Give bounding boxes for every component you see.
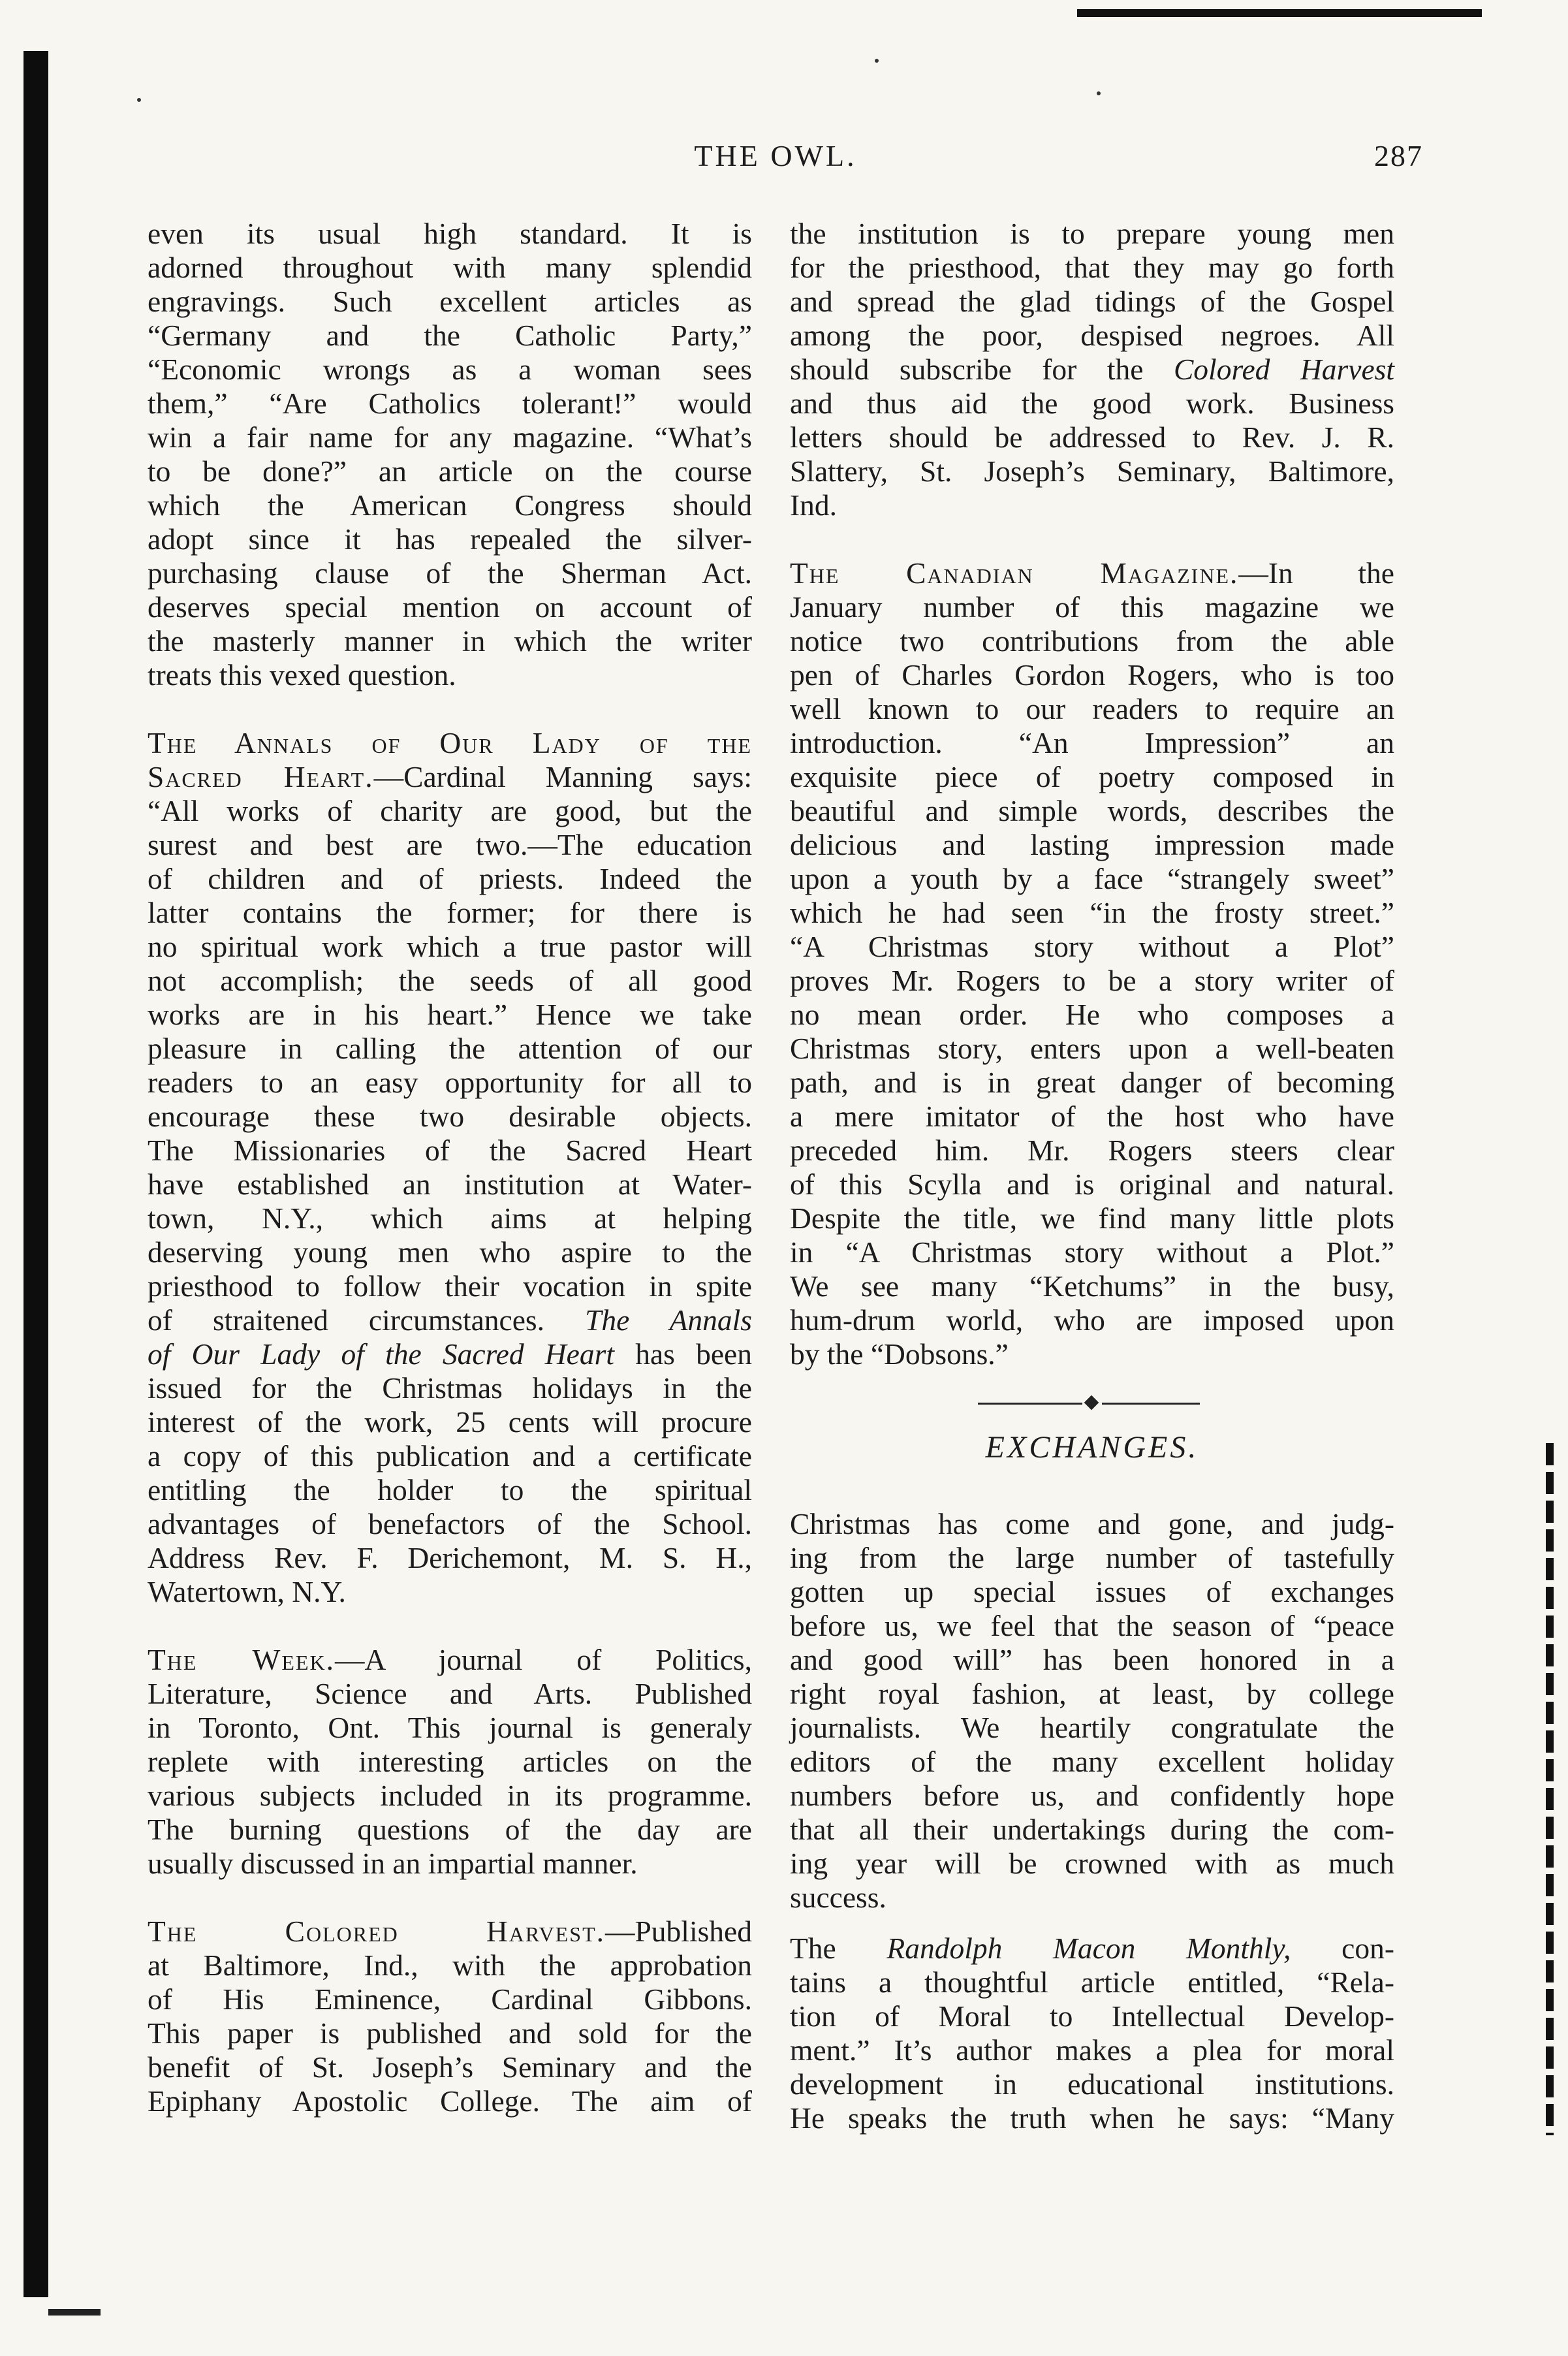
text-line: success. <box>790 1881 886 1914</box>
text-line: works are in his heart.” Hence we take <box>148 998 752 1031</box>
text-line: engravings. Such excellent articles as <box>148 285 752 318</box>
exchanges-heading: EXCHANGES. <box>985 1430 1199 1465</box>
scan-edge-left-bottom <box>48 2309 101 2316</box>
spacer <box>790 1915 1394 1932</box>
randolph-macon-paragraph <box>790 1932 1394 2135</box>
text-line: and thus aid the good work. Business <box>790 387 1394 420</box>
text-line: advantages of benefactors of the School. <box>148 1507 752 1540</box>
text-line: to be done?” an article on the course <box>148 454 752 488</box>
running-head <box>0 138 1568 184</box>
canadian-paragraph <box>790 556 1394 1371</box>
text-line: beautiful and simple words, describes the <box>790 794 1394 827</box>
spacer <box>790 1371 1394 1388</box>
left-column <box>148 217 752 2118</box>
text-line: and spread the glad tidings of the Gospel <box>790 285 1394 318</box>
text-line: various subjects included in its programme. <box>148 1779 752 1812</box>
text-line: Despite the title, we find many little plots <box>790 1202 1394 1235</box>
text-line: He speaks the truth when he says: “Many <box>790 2101 1394 2135</box>
publication-title: Randolph Macon Monthly, <box>886 1932 1291 1965</box>
spacer <box>790 1473 1394 1507</box>
text-line: benefit of St. Joseph’s Seminary and the <box>148 2050 752 2084</box>
spacer <box>148 692 752 726</box>
text-fragment: The <box>790 1932 836 1965</box>
text-line: priesthood to follow their vocation in spite <box>148 1269 752 1303</box>
text-line: well known to our readers to require an <box>790 692 1394 725</box>
page-title: THE OWL. <box>694 139 857 172</box>
scan-speck <box>137 98 141 102</box>
text-line: interest of the work, 25 cents will procure <box>148 1405 752 1439</box>
text-line: pleasure in calling the attention of our <box>148 1032 752 1065</box>
exchanges-paragraph <box>790 1507 1394 1915</box>
text-fragment: —In the <box>1238 556 1394 590</box>
text-line: Epiphany Apostolic College. The aim of <box>148 2084 752 2118</box>
text-line: ment.” It’s author makes a plea for moral <box>790 2033 1394 2067</box>
spacer <box>790 522 1394 556</box>
text-line: pen of Charles Gordon Rogers, who is too <box>790 658 1394 692</box>
text-line: January number of this magazine we <box>790 590 1394 624</box>
text-line: delicious and lasting impression made <box>790 828 1394 861</box>
text-line: adopt since it has repealed the silver- <box>148 522 752 556</box>
text-fragment: —Cardinal Manning says: <box>373 760 752 793</box>
text-line: entitling the holder to the spiritual <box>148 1473 752 1506</box>
text-line: no mean order. He who composes a <box>790 998 1394 1031</box>
text-line: which he had seen “in the frosty street.” <box>790 896 1394 929</box>
text-line: town, N.Y., which aims at helping <box>148 1202 752 1235</box>
text-line: Literature, Science and Arts. Published <box>148 1677 752 1710</box>
text-line: Christmas has come and gone, and judg- <box>790 1507 1394 1540</box>
text-line: path, and is in great danger of becoming <box>790 1066 1394 1099</box>
text-line: a copy of this publication and a certificate <box>148 1439 752 1472</box>
text-line: among the poor, despised negroes. All <box>790 319 1394 352</box>
text-line: a mere imitator of the host who have <box>790 1100 1394 1133</box>
text-line: letters should be addressed to Rev. J. R. <box>790 421 1394 454</box>
text-line: of this Scylla and is original and natural. <box>790 1168 1394 1201</box>
divider-rule <box>978 1403 1082 1405</box>
text-line: for the priesthood, that they may go forth <box>790 251 1394 284</box>
text-line: Watertown, N.Y. <box>148 1575 346 1608</box>
scan-edge-top <box>1077 9 1482 17</box>
scan-speck <box>875 59 879 63</box>
text-line: treats this vexed question. <box>148 658 456 692</box>
publication-title: of Our Lady of the Sacred Heart <box>148 1337 614 1371</box>
text-line: “A Christmas story without a Plot” <box>790 930 1394 963</box>
text-line: This paper is published and sold for the <box>148 2016 752 2050</box>
scan-speck <box>1097 91 1101 95</box>
text-line: by the “Dobsons.” <box>790 1337 1009 1371</box>
text-line: journalists. We heartily congratulate the <box>790 1711 1394 1744</box>
text-fragment: —Published <box>605 1915 752 1948</box>
text-line: editors of the many excellent holiday <box>790 1745 1394 1778</box>
text-line: introduction. “An Impression” an <box>790 726 1394 759</box>
text-line: tion of Moral to Intellectual Develop- <box>790 1999 1394 2033</box>
text-line: notice two contributions from the able <box>790 624 1394 658</box>
text-line: adorned throughout with many splendid <box>148 251 752 284</box>
text-line: not accomplish; the seeds of all good <box>148 964 752 997</box>
week-heading: The Week. <box>148 1643 335 1676</box>
text-line: “Germany and the Catholic Party,” <box>148 319 752 352</box>
text-line: of children and of priests. Indeed the <box>148 862 752 895</box>
text-line: Address Rev. F. Derichemont, M. S. H., <box>148 1541 752 1574</box>
annals-paragraph <box>148 726 752 1609</box>
text-line: and good will” has been honored in a <box>790 1643 1394 1676</box>
paragraph-continuation <box>148 217 752 692</box>
section-divider <box>790 1388 1394 1422</box>
text-line: win a fair name for any magazine. “What’s <box>148 421 752 454</box>
text-fragment: of straitened circumstances. <box>148 1303 545 1337</box>
text-line: replete with interesting articles on the <box>148 1745 752 1778</box>
text-line: numbers before us, and confidently hope <box>790 1779 1394 1812</box>
harvest-paragraph <box>148 1915 752 2118</box>
text-line: readers to an easy opportunity for all to <box>148 1066 752 1099</box>
text-line: the masterly manner in which the writer <box>148 624 752 658</box>
text-line: hum-drum world, who are imposed upon <box>790 1303 1394 1337</box>
divider-rule <box>1102 1403 1200 1405</box>
page-number: 287 <box>1374 139 1423 172</box>
spacer <box>148 1881 752 1915</box>
text-line: in “A Christmas story without a Plot.” <box>790 1235 1394 1269</box>
scan-edge-left <box>24 51 48 2297</box>
publication-title: The Annals <box>585 1303 752 1337</box>
text-line: deserves special mention on account of <box>148 590 752 624</box>
text-line: ing year will be crowned with as much <box>790 1847 1394 1880</box>
text-line: deserving young men who aspire to the <box>148 1235 752 1269</box>
text-line: purchasing clause of the Sherman Act. <box>148 556 752 590</box>
spacer <box>148 1609 752 1643</box>
text-line: The Missionaries of the Sacred Heart <box>148 1134 752 1167</box>
text-line: development in educational institutions. <box>790 2067 1394 2101</box>
text-line: proves Mr. Rogers to be a story writer of <box>790 964 1394 997</box>
text-line: ing from the large number of tastefully <box>790 1541 1394 1574</box>
text-line: even its usual high standard. It is <box>148 217 752 250</box>
text-line: latter contains the former; for there is <box>148 896 752 929</box>
text-line: right royal fashion, at least, by college <box>790 1677 1394 1710</box>
text-line: at Baltimore, Ind., with the approbation <box>148 1949 752 1982</box>
text-line: issued for the Christmas holidays in the <box>148 1371 752 1405</box>
text-fragment: has been <box>635 1337 753 1371</box>
text-line: the institution is to prepare young men <box>790 217 1394 250</box>
text-line: gotten up special issues of exchanges <box>790 1575 1394 1608</box>
text-line: no spiritual work which a true pastor will <box>148 930 752 963</box>
text-line: We see many “Ketchums” in the busy, <box>790 1269 1394 1303</box>
text-line: “All works of charity are good, but the <box>148 794 752 827</box>
text-line: encourage these two desirable objects. <box>148 1100 752 1133</box>
text-line: Ind. <box>790 488 838 522</box>
text-line: have established an institution at Water- <box>148 1168 752 1201</box>
text-line: upon a youth by a face “strangely sweet” <box>790 862 1394 895</box>
text-line: in Toronto, Ont. This journal is generaly <box>148 1711 752 1744</box>
right-column <box>790 217 1394 2135</box>
text-line: usually discussed in an impartial manner. <box>148 1847 638 1880</box>
text-line: exquisite piece of poetry composed in <box>790 760 1394 793</box>
text-line: preceded him. Mr. Rogers steers clear <box>790 1134 1394 1167</box>
text-line: Slattery, St. Joseph’s Seminary, Baltimore, <box>790 454 1394 488</box>
scan-edge-right <box>1546 1443 1554 2135</box>
divider-diamond-icon <box>1084 1395 1099 1410</box>
text-line: before us, we feel that the season of “peace <box>790 1609 1394 1642</box>
harvest-paragraph-continued <box>790 217 1394 522</box>
text-line: “Economic wrongs as a woman sees <box>148 353 752 386</box>
text-line: The burning questions of the day are <box>148 1813 752 1846</box>
text-line: which the American Congress should <box>148 488 752 522</box>
canadian-heading: The Canadian Magazine. <box>790 556 1239 590</box>
text-line: Christmas story, enters upon a well-beaten <box>790 1032 1394 1065</box>
text-line: tains a thoughtful article entitled, “Rela- <box>790 1966 1394 1999</box>
text-fragment: con- <box>1341 1932 1395 1965</box>
text-line: them,” “Are Catholics tolerant!” would <box>148 387 752 420</box>
annals-heading-end: Sacred Heart. <box>148 760 374 793</box>
text-line: of His Eminence, Cardinal Gibbons. <box>148 1982 752 2016</box>
text-fragment: —A journal of Politics, <box>334 1643 752 1676</box>
text-line: surest and best are two.—The education <box>148 828 752 861</box>
text-line: that all their undertakings during the com- <box>790 1813 1394 1846</box>
publication-title: Colored Harvest <box>1173 353 1394 386</box>
week-paragraph <box>148 1643 752 1881</box>
annals-heading-line: The Annals of Our Lady of the <box>148 726 752 759</box>
text-fragment: should subscribe for the <box>790 353 1144 386</box>
harvest-heading: The Colored Harvest. <box>148 1915 605 1948</box>
